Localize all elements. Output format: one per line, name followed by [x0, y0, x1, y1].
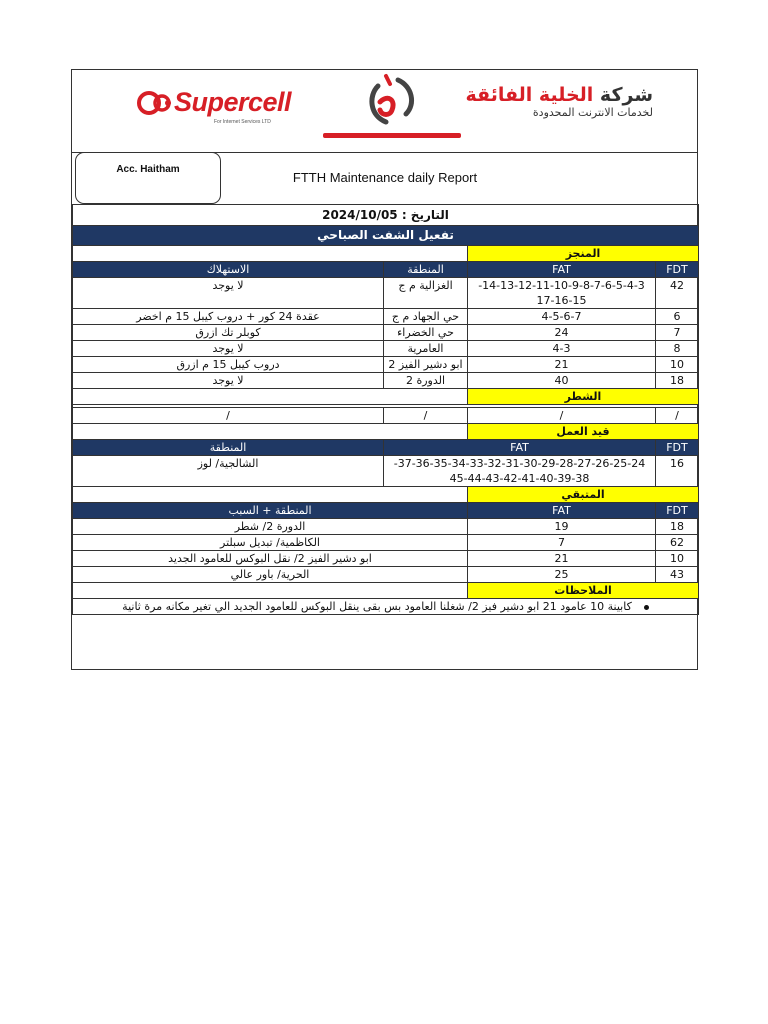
section-done-label: المنجز [468, 246, 699, 262]
fdt-cell: 18 [656, 373, 699, 389]
supercell-mark-icon [136, 87, 176, 121]
col-header-fat: FAT [384, 440, 656, 456]
table-row [73, 373, 699, 389]
fdt-cell: 16 [656, 456, 699, 487]
fat-cell: 21 [468, 357, 656, 373]
consumption-cell: لا يوجد [73, 373, 384, 389]
consumption-cell: لا يوجد [73, 278, 384, 309]
table-row [73, 325, 699, 341]
area-cell: الغزالية م ج [384, 278, 468, 309]
fdt-cell: 6 [656, 309, 699, 325]
arabic-logo-subtitle: لخدمات الانترنت المحدودة [532, 106, 653, 119]
fdt-cell: 10 [656, 551, 699, 567]
area-reason-cell: ابو دشير الفيز 2/ نقل البوكس للعامود الجديد [73, 551, 468, 567]
fdt-cell: 8 [656, 341, 699, 357]
fat-cell: 19 [468, 519, 656, 535]
col-header-fat: FAT [468, 262, 656, 278]
fat-line: 45-44-43-42-41-40-39-38 [449, 472, 590, 485]
section-notes-label: الملاحظات [468, 583, 699, 599]
fat-cell: 4-5-6-7 [468, 309, 656, 325]
fat-line: -37-36-35-34-33-32-31-30-29-28-27-26-25-24 [393, 457, 646, 470]
area-reason-cell: الدورة 2/ شطر [73, 519, 468, 535]
report-table [72, 204, 699, 615]
arabic-logo-name: الخلية الفائقة [465, 84, 594, 106]
account-box: Acc. Haitham [75, 152, 221, 204]
fdt-cell: 43 [656, 567, 699, 583]
consumption-cell: دروب كيبل 15 م ازرق [73, 357, 384, 373]
fat-line: 17-16-15 [536, 294, 587, 307]
table-row [73, 341, 699, 357]
arabic-company-logo [466, 84, 653, 120]
report-date: التاريخ : 2024/10/05 [73, 205, 699, 226]
section-split-label: الشطر [468, 389, 699, 405]
fat-cell [468, 278, 656, 309]
section-remaining-label: المتبقي [468, 487, 699, 503]
consumption-cell: كوبلر تك ازرق [73, 325, 384, 341]
supercell-tagline: For Internet Services LTD [214, 119, 271, 125]
table-row [73, 357, 699, 373]
table-row [73, 535, 699, 551]
supercell-logo [136, 85, 306, 125]
table-row [73, 456, 699, 487]
note-text: كابينة 10 عامود 21 ابو دشير فيز 2/ شغلنا العامود بس بقى ينقل البوكس للعامود الجديد الي تغير مكانه مرة ثانية [122, 600, 632, 613]
fat-cell: 4-3 [468, 341, 656, 357]
col-header-fdt: FDT [656, 503, 699, 519]
fat-cell: / [468, 408, 656, 424]
brand-divider-bar [323, 133, 461, 138]
report-title: FTTH Maintenance daily Report [292, 170, 478, 185]
area-reason-cell: الحرية/ باور عالي [73, 567, 468, 583]
area-cell: الدورة 2 [384, 373, 468, 389]
supercell-wordmark: Supercell [174, 87, 292, 117]
area-cell: حي الخضراء [384, 325, 468, 341]
table-row [73, 519, 699, 535]
fat-cell: 7 [468, 535, 656, 551]
col-header-consumption: الاستهلاك [73, 262, 384, 278]
fdt-cell: 10 [656, 357, 699, 373]
fat-cell: 40 [468, 373, 656, 389]
area-cell: حي الجهاد م ج [384, 309, 468, 325]
logo-header [72, 70, 697, 153]
note-row [73, 599, 699, 615]
table-row [73, 408, 699, 424]
note-item [73, 599, 699, 615]
blank-cell [73, 246, 468, 262]
col-header-fat: FAT [468, 503, 656, 519]
fat-cell: 21 [468, 551, 656, 567]
fat-cell: 24 [468, 325, 656, 341]
fat-cell [384, 456, 656, 487]
table-row [73, 309, 699, 325]
col-header-area: المنطقة [73, 440, 384, 456]
col-header-fdt: FDT [656, 262, 699, 278]
area-cell: ابو دشير الفيز 2 [384, 357, 468, 373]
fat-line: -14-13-12-11-10-9-8-7-6-5-4-3 [478, 279, 645, 292]
bullet-icon [644, 605, 649, 610]
consumption-cell: عقدة 24 كور + دروب كيبل 15 م اخضر [73, 309, 384, 325]
report-frame [71, 69, 698, 670]
section-in-progress-label: قيد العمل [468, 424, 699, 440]
table-row [73, 551, 699, 567]
fdt-cell: / [656, 408, 699, 424]
col-header-area: المنطقة [384, 262, 468, 278]
fat-cell: 25 [468, 567, 656, 583]
consumption-cell: لا يوجد [73, 341, 384, 357]
blank-cell [73, 583, 468, 599]
blank-cell [73, 487, 468, 503]
table-row [73, 278, 699, 309]
arabic-logo-word: شركة [599, 84, 653, 106]
fdt-cell: 18 [656, 519, 699, 535]
fdt-cell: 62 [656, 535, 699, 551]
col-header-fdt: FDT [656, 440, 699, 456]
area-cell: / [384, 408, 468, 424]
area-cell: العامرية [384, 341, 468, 357]
blank-cell [73, 389, 468, 405]
center-emblem-icon [362, 72, 422, 130]
area-reason-cell: الكاظمية/ تبديل سبلتر [73, 535, 468, 551]
blank-cell [73, 424, 468, 440]
shift-banner: تفعيل الشفت الصباحي [73, 226, 699, 246]
consumption-cell: / [73, 408, 384, 424]
fdt-cell: 42 [656, 278, 699, 309]
area-cell: الشالجية/ لوز [73, 456, 384, 487]
fdt-cell: 7 [656, 325, 699, 341]
col-header-area-reason: المنطقة + السبب [73, 503, 468, 519]
table-row [73, 567, 699, 583]
